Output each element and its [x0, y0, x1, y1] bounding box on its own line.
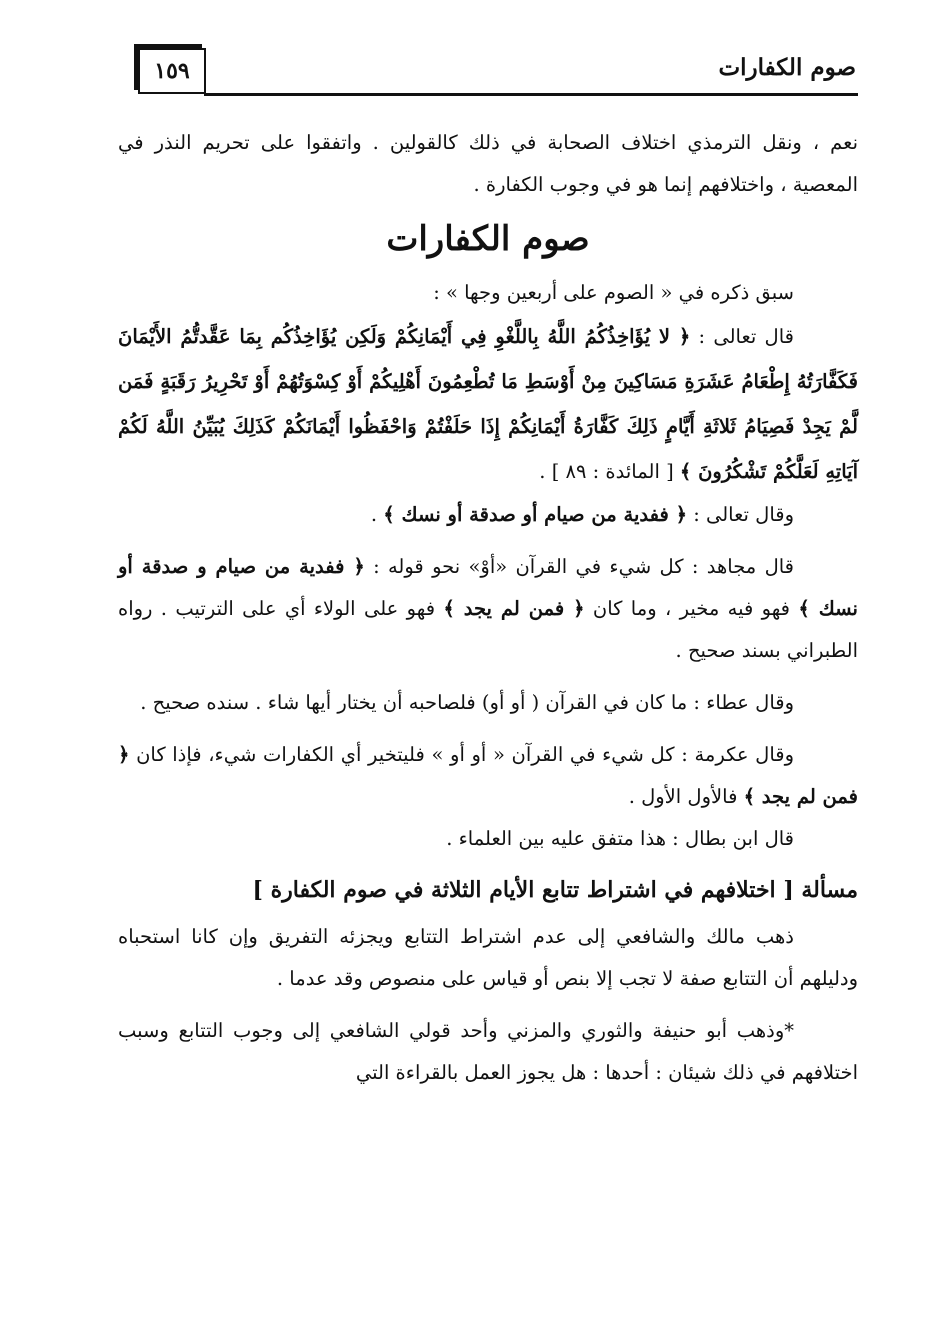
paragraph-ibn-battal: قال ابن بطال : هذا متفق عليه بين العلماء .: [446, 827, 794, 850]
main-text: [118, 122, 858, 1094]
paragraph-mujahid: [118, 546, 858, 672]
paragraph-1: سبق ذكره في « الصوم على أربعين وجها » :: [433, 281, 794, 304]
paragraph-malik: ذهب مالك والشافعي إلى عدم اشتراط التتابع ويجزئه التفريق وإن كانا استحباه ودليلهم أن التتابع صفة لا تجب إلا بنص أو قياس على منصوص وقد عدما .: [118, 925, 858, 990]
paragraph-ikrima: [118, 734, 858, 818]
running-title: صوم الكفارات: [718, 54, 856, 81]
ayah-lead: قال تعالى :: [690, 325, 794, 348]
ayah-reference: [ المائدة : ٨٩ ] .: [539, 460, 674, 483]
intro-paragraph: نعم ، ونقل الترمذي اختلاف الصحابة في ذلك كالقولين . واتفقوا على تحريم النذر في المعصية ، واختلافهم إنما هو في وجوب الكفارة .: [118, 131, 858, 196]
p4-a: قال مجاهد : كل شيء في القرآن «أوْ» نحو قوله :: [364, 555, 794, 578]
p4-c: فهو فيه مخير ، وما كان: [584, 597, 799, 620]
paragraph-ayah: [118, 314, 858, 494]
page-number: ١٥٩: [138, 48, 206, 94]
ayah-text: ﴿ لا يُؤَاخِذُكُمُ اللَّهُ بِاللَّغْوِ فِي أَيْمَانِكُمْ وَلَكِن يُؤَاخِذُكُم بِمَا عَقَّدتُّمُ الأَيْمَانَ فَكَفَّارَتُهُ إِطْعَامُ عَشَرَةِ مَسَاكِينَ مِنْ أَوْسَطِ مَا تُطْعِمُونَ أَهْلِيكُمْ أَوْ كِسْوَتُهُمْ أَوْ تَحْرِيرُ رَقَبَةٍ فَمَن لَّمْ يَجِدْ فَصِيَامُ ثَلاثَةِ أَيَّامٍ ذَلِكَ كَفَّارَةُ أَيْمَانِكُمْ إِذَا حَلَفْتُمْ وَاحْفَظُوا أَيْمَانَكُمْ كَذَلِكَ يُبَيِّنُ اللَّهُ لَكُمْ آيَاتِهِ لَعَلَّكُمْ تَشْكُرُونَ ﴾: [118, 325, 858, 483]
paragraph-abu-hanifa: *وذهب أبو حنيفة والثوري والمزني وأحد قولي الشافعي إلى وجوب التتابع وسبب اختلافهم في ذلك شيئان : أحدها : هل يجوز العمل بالقراءة التي: [118, 1019, 858, 1084]
p4-b: ﴿ ففدية من صيام و صدقة أو نسك ﴾: [118, 555, 858, 620]
p6-c: فالأول الأول .: [628, 785, 744, 808]
header-rule: [204, 93, 858, 96]
issue-heading: مسألة [ اختلافهم في اشتراط تتابع الأيام الثلاثة في صوم الكفارة ]: [252, 877, 858, 903]
p4-d: ﴿ فمن لم يجد ﴾: [443, 597, 585, 620]
paragraph-ata: وقال عطاء : ما كان في القرآن ( أو أو) فلصاحبه أن يختار أيها شاء . سنده صحيح .: [140, 691, 794, 714]
p4-e: فهو على الولاء أي على الترتيب . رواه الطبراني بسند صحيح .: [118, 597, 858, 662]
paragraph-3: [118, 494, 858, 536]
p6-a: وقال عكرمة : كل شيء في القرآن « أو أو » فليتخير أي الكفارات شيء، فإذا كان: [129, 743, 794, 766]
p3-ayah: ﴿ ففدية من صيام أو صدقة أو نسك ﴾: [383, 503, 688, 526]
p6-b: ﴿ فمن لم يجد ﴾: [118, 743, 858, 808]
p3-tail: .: [370, 503, 384, 526]
p3-lead: وقال تعالى :: [687, 503, 794, 526]
section-title: صوم الكفارات: [386, 219, 590, 259]
page-header: [128, 42, 858, 102]
